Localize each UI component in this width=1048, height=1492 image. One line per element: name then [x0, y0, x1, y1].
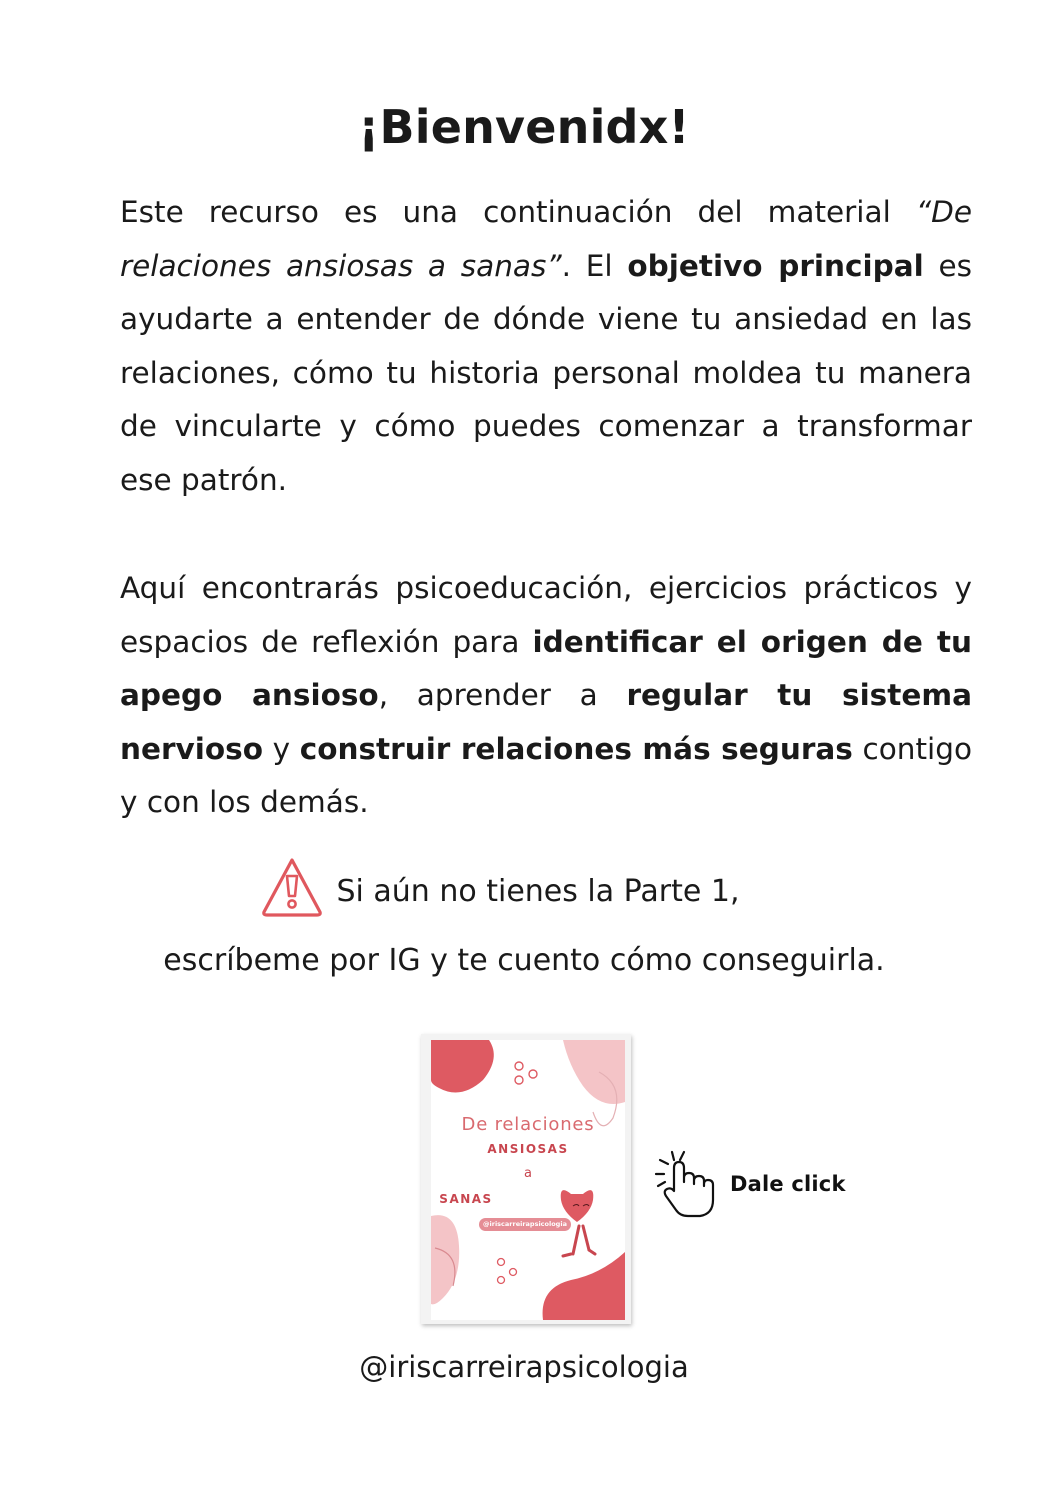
notice-text-1: Si aún no tienes la Parte 1,	[336, 874, 740, 909]
pointing-hand-icon	[650, 1144, 730, 1224]
intro-text: es ayudarte a entender de dónde viene tu ansiedad en las relaciones, cómo tu historia personal moldea tu manera de vincularte y cómo puedes comenzar a transformar ese patrón.	[120, 248, 973, 497]
notice-text-2: escríbeme por IG y te cuento cómo conseguirla.	[163, 943, 885, 978]
book-cover	[431, 1040, 625, 1320]
notice-line-1	[260, 866, 739, 918]
click-label: Dale click	[730, 1172, 846, 1196]
warning-icon	[260, 856, 324, 918]
emphasis-text: objetivo principal	[627, 248, 924, 283]
content-text: y	[263, 731, 300, 766]
click-hint[interactable]	[650, 1144, 850, 1224]
content-text: Aquí encontrarás psicoeducación, ejercicios prácticos y espacios de reflexión para	[120, 571, 972, 659]
cover-title-line-4: SANAS	[439, 1192, 493, 1206]
emphasis-text: regular tu sistema nervioso	[120, 678, 972, 766]
cover-handle: @iriscarreirapsicologia	[479, 1218, 571, 1231]
intro-text: Este recurso es una continuación del material	[120, 195, 916, 229]
emphasis-text: construir relaciones más seguras	[299, 731, 853, 766]
intro-text: . El	[561, 248, 628, 283]
cover-title-line-2: ANSIOSAS	[487, 1142, 569, 1156]
content-paragraph	[120, 562, 972, 830]
cover-title-line-3: a	[524, 1166, 532, 1181]
part1-notice	[0, 866, 1048, 987]
footer-handle: @iriscarreirapsicologia	[359, 1350, 689, 1384]
content-text: , aprender a	[378, 678, 627, 713]
emphasis-text: identificar el origen de tu apego ansioso	[120, 624, 972, 713]
book-cover-link[interactable]	[421, 1034, 631, 1324]
page-title: ¡Bienvenidx!	[358, 100, 690, 154]
cover-title-line-1: De relaciones	[461, 1114, 595, 1135]
intro-paragraph	[120, 186, 972, 508]
content-text: contigo y con los demás.	[120, 731, 972, 820]
material-title: “De relaciones ansiosas a sanas”	[120, 195, 972, 283]
